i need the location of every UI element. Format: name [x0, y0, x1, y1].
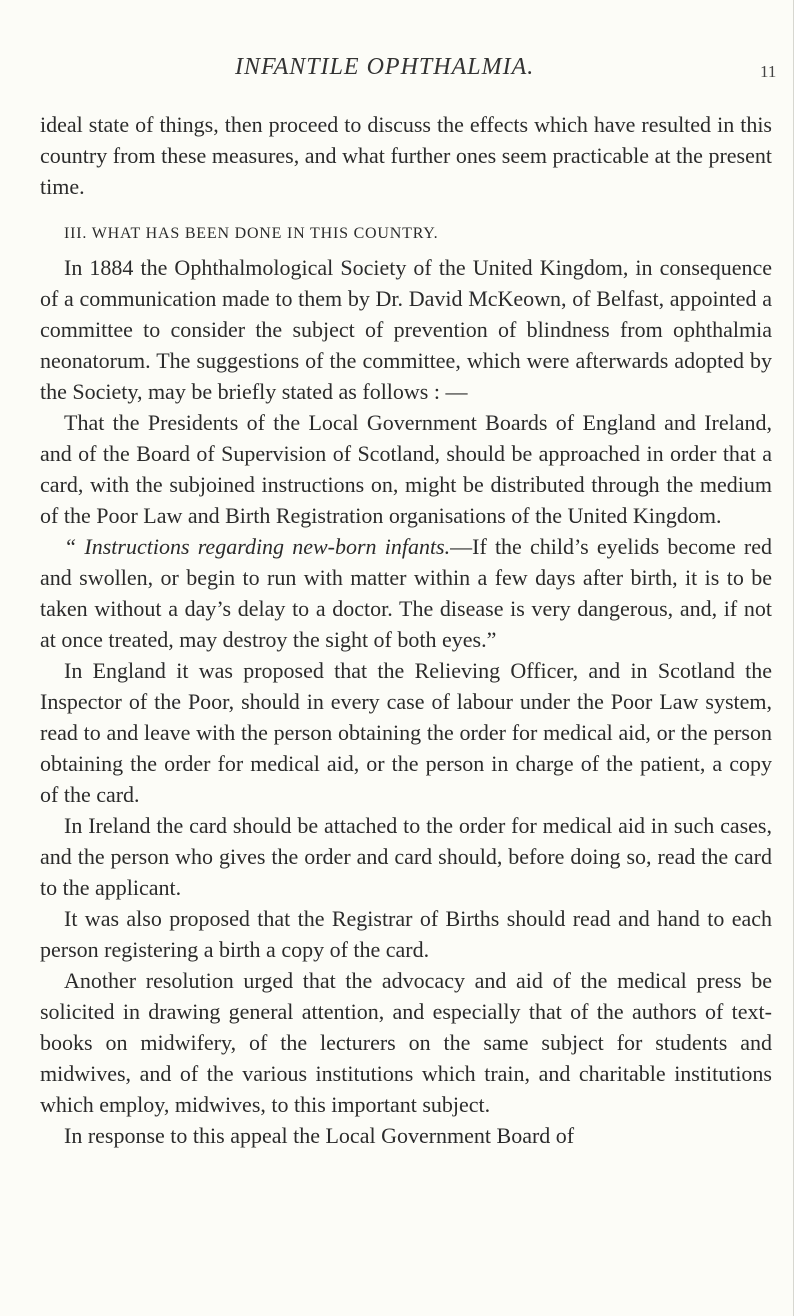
section-heading: III. WHAT HAS BEEN DONE IN THIS COUNTRY.: [64, 225, 439, 242]
paragraph-1: In 1884 the Ophthalmological Society of the United Kingdom, in consequence of a communication made to them by Dr. David McKeown, of Belfast, appointed a committee to consider the subject of prevention of blindness from ophthalmia neonatorum. The suggestions of the committee, which were afterwards adopted by the Society, may be briefly stated as follows : —: [40, 255, 772, 404]
paragraph-2: That the Presidents of the Local Government Boards of England and Ireland, and of the Board of Supervision of Scotland, should be approached in order that a card, with the subjoined instructions on, might be distributed through the medium of the Poor Law and Birth Registration organisations of the United Kingdom.: [40, 410, 772, 528]
paragraph-5: In Ireland the card should be attached to the order for medical aid in such cases, and the person who gives the order and card should, before doing so, read the card to the applicant.: [40, 813, 772, 900]
paragraph-4: In England it was proposed that the Relieving Officer, and in Scotland the Inspector of the Poor, should in every case of labour under the Poor Law system, read to and leave with the person obtaining the order for medical aid, or the person obtaining the order for medical aid, or the person in charge of the patient, a copy of the card.: [40, 658, 772, 807]
instructions-text: —If the child’s eyelids become red and swollen, or begin to run with matter within a few days after birth, it is to be taken without a day’s delay to a doctor. The disease is very dangerous, and, if not at once treated, may destroy the sight of both eyes.”: [40, 534, 772, 652]
paragraph-8: In response to this appeal the Local Government Board of: [64, 1123, 575, 1148]
page-number: 11: [760, 62, 777, 81]
intro-paragraph: ideal state of things, then proceed to discuss the effects which have resulted in this country from these measures, and what further ones seem practicable at the present time.: [40, 112, 772, 199]
paragraph-7: Another resolution urged that the advocacy and aid of the medical press be solicited in drawing general attention, and especially that of the authors of text-books on midwifery, of the lecturers on the same subject for students and midwives, and of the various institutions which train, and charitable institutions which employ, midwives, to this important subject.: [40, 968, 772, 1117]
instructions-title: “ Instructions regarding new-born infants.: [64, 534, 451, 559]
body-text: [40, 109, 772, 1151]
page-edge: [793, 0, 800, 1316]
running-head: INFANTILE OPHTHALMIA.: [235, 54, 535, 80]
paragraph-3: [40, 531, 772, 655]
paragraph-6: It was also proposed that the Registrar of Births should read and hand to each person registering a birth a copy of the card.: [40, 906, 772, 962]
